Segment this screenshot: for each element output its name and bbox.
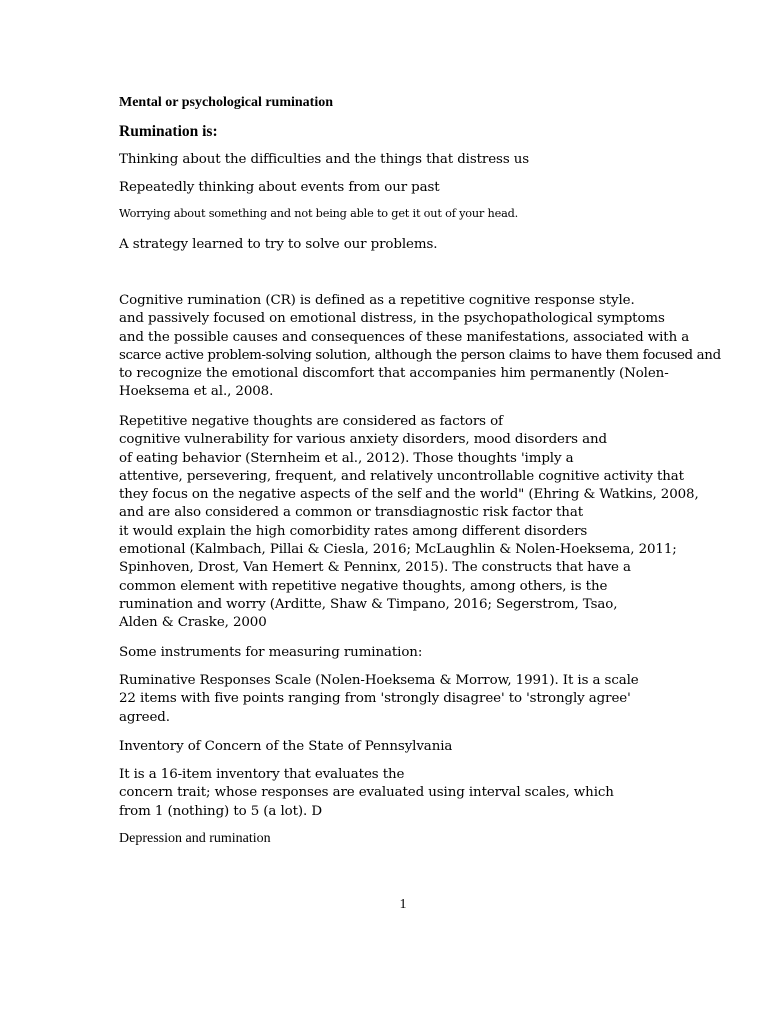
paragraph-line: Cognitive rumination (CR) is defined as a repetitive cognitive response style.: [119, 293, 635, 308]
paragraph-line: of eating behavior (Sternheim et al., 2012). Those thoughts 'imply a: [119, 450, 574, 466]
paragraph-line: cognitive vulnerability for various anxiety disorders, mood disorders and: [119, 432, 607, 448]
paragraph-line: Repetitive negative thoughts are considered as factors of: [119, 414, 503, 429]
paragraph-line: attentive, persevering, frequent, and relatively uncontrollable cognitive activity that: [119, 468, 684, 484]
paragraph-line: agreed.: [119, 709, 170, 725]
paragraph-line: from 1 (nothing) to 5 (a lot). D: [119, 803, 322, 819]
inventory-heading: Inventory of Concern of the State of Pennsylvania: [119, 739, 453, 754]
definition-item: Worrying about something and not being able to get it out of your head.: [119, 207, 519, 220]
paragraph-line: they focus on the negative aspects of the self and the world" (Ehring & Watkins, 2008,: [119, 487, 699, 503]
paragraph-line: and are also considered a common or transdiagnostic risk factor that: [119, 505, 583, 521]
inventory-paragraph: [119, 766, 709, 821]
paragraph-line: emotional (Kalmbach, Pillai & Ciesla, 2016; McLaughlin & Nolen-Hoeksema, 2011;: [119, 542, 677, 558]
document-subtitle: Rumination is:: [119, 123, 218, 140]
paragraph-line: Ruminative Responses Scale (Nolen-Hoeksema & Morrow, 1991). It is a scale: [119, 673, 639, 688]
paragraph-line: rumination and worry (Arditte, Shaw & Timpano, 2016; Segerstrom, Tsao,: [119, 596, 618, 612]
paragraph-line: scarce active problem-solving solution, although the person claims to have them focused and: [119, 347, 721, 363]
paragraph-line: common element with repetitive negative thoughts, among others, is the: [119, 578, 608, 594]
document-title: Mental or psychological rumination: [119, 95, 334, 110]
paragraph-line: and passively focused on emotional distress, in the psychopathological symptoms: [119, 311, 665, 327]
paragraph-line: it would explain the high comorbidity rates among different disorders: [119, 523, 588, 539]
paragraph-line: concern trait; whose responses are evaluated using interval scales, which: [119, 785, 614, 801]
instruments-heading: Some instruments for measuring rumination:: [119, 645, 423, 660]
paragraph-line: It is a 16-item inventory that evaluates the: [119, 767, 405, 782]
definition-item: A strategy learned to try to solve our problems.: [119, 237, 438, 252]
paragraph-line: to recognize the emotional discomfort that accompanies him permanently (Nolen-: [119, 366, 669, 382]
paragraph-line: Spinhoven, Drost, Van Hemert & Penninx, 2015). The constructs that have a: [119, 560, 631, 576]
paragraph-line: Alden & Craske, 2000: [119, 615, 267, 631]
paragraph-line: 22 items with five points ranging from 'strongly disagree' to 'strongly agree': [119, 691, 631, 707]
depression-heading: Depression and rumination: [119, 831, 271, 846]
paragraph-line: Hoeksema et al., 2008.: [119, 384, 274, 400]
ruminative-scale-paragraph: [119, 672, 709, 727]
cognitive-rumination-paragraph: [119, 292, 721, 402]
definition-item: Thinking about the difficulties and the things that distress us: [119, 152, 530, 167]
definition-item: Repeatedly thinking about events from our past: [119, 180, 440, 195]
negative-thoughts-paragraph: [119, 413, 709, 633]
page-number: 1: [399, 897, 407, 912]
paragraph-line: and the possible causes and consequences of these manifestations, associated with a: [119, 329, 690, 345]
